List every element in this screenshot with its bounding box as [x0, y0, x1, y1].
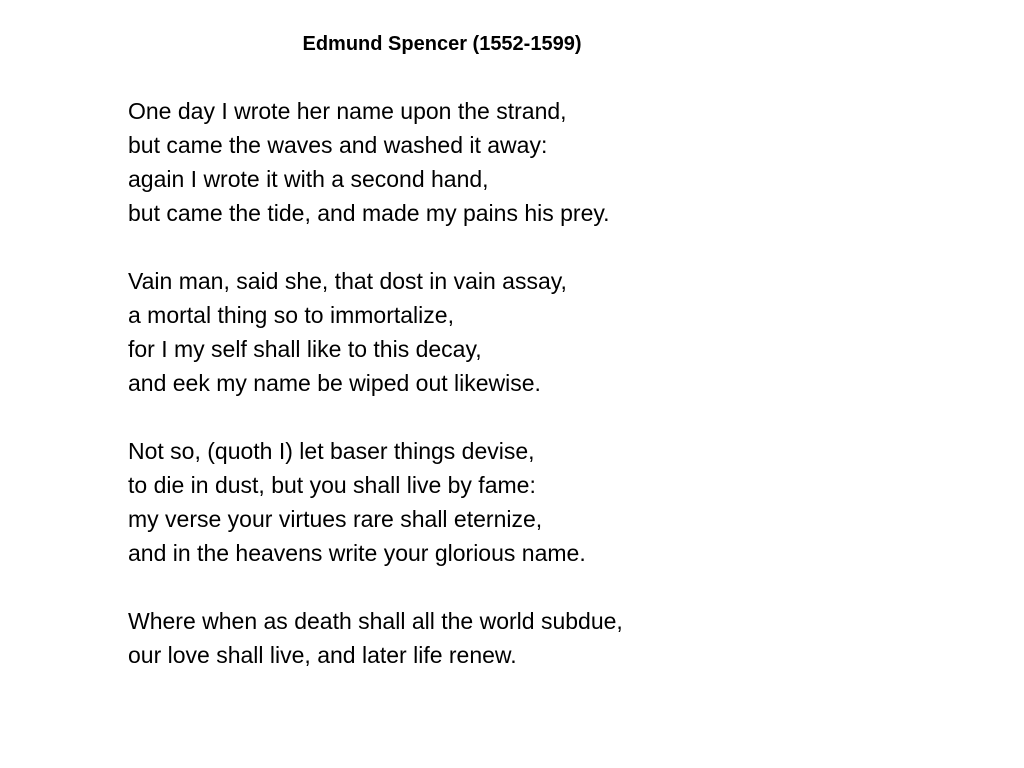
poem-line: our love shall live, and later life renew.	[128, 642, 517, 668]
poem-line: again I wrote it with a second hand,	[128, 166, 489, 192]
poem-line: my verse your virtues rare shall eternize,	[128, 506, 543, 532]
stanza-2	[128, 264, 988, 400]
poem-line: for I my self shall like to this decay,	[128, 336, 482, 362]
poem-line: to die in dust, but you shall live by fame:	[128, 472, 536, 498]
poem-line: Not so, (quoth I) let baser things devise,	[128, 438, 535, 464]
poem-line: but came the waves and washed it away:	[128, 132, 548, 158]
poem-line: and in the heavens write your glorious name.	[128, 540, 586, 566]
poem-line: One day I wrote her name upon the strand,	[128, 98, 567, 124]
stanza-3	[128, 434, 988, 570]
slide-title: Edmund Spencer (1552-1599)	[302, 33, 582, 55]
poem	[128, 94, 988, 706]
poem-line: Where when as death shall all the world subdue,	[128, 608, 623, 634]
poem-line: and eek my name be wiped out likewise.	[128, 370, 541, 396]
poem-line: a mortal thing so to immortalize,	[128, 302, 454, 328]
poem-line: Vain man, said she, that dost in vain assay,	[128, 268, 567, 294]
stanza-4	[128, 604, 988, 672]
poem-line: but came the tide, and made my pains his prey.	[128, 200, 610, 226]
stanza-1	[128, 94, 988, 230]
